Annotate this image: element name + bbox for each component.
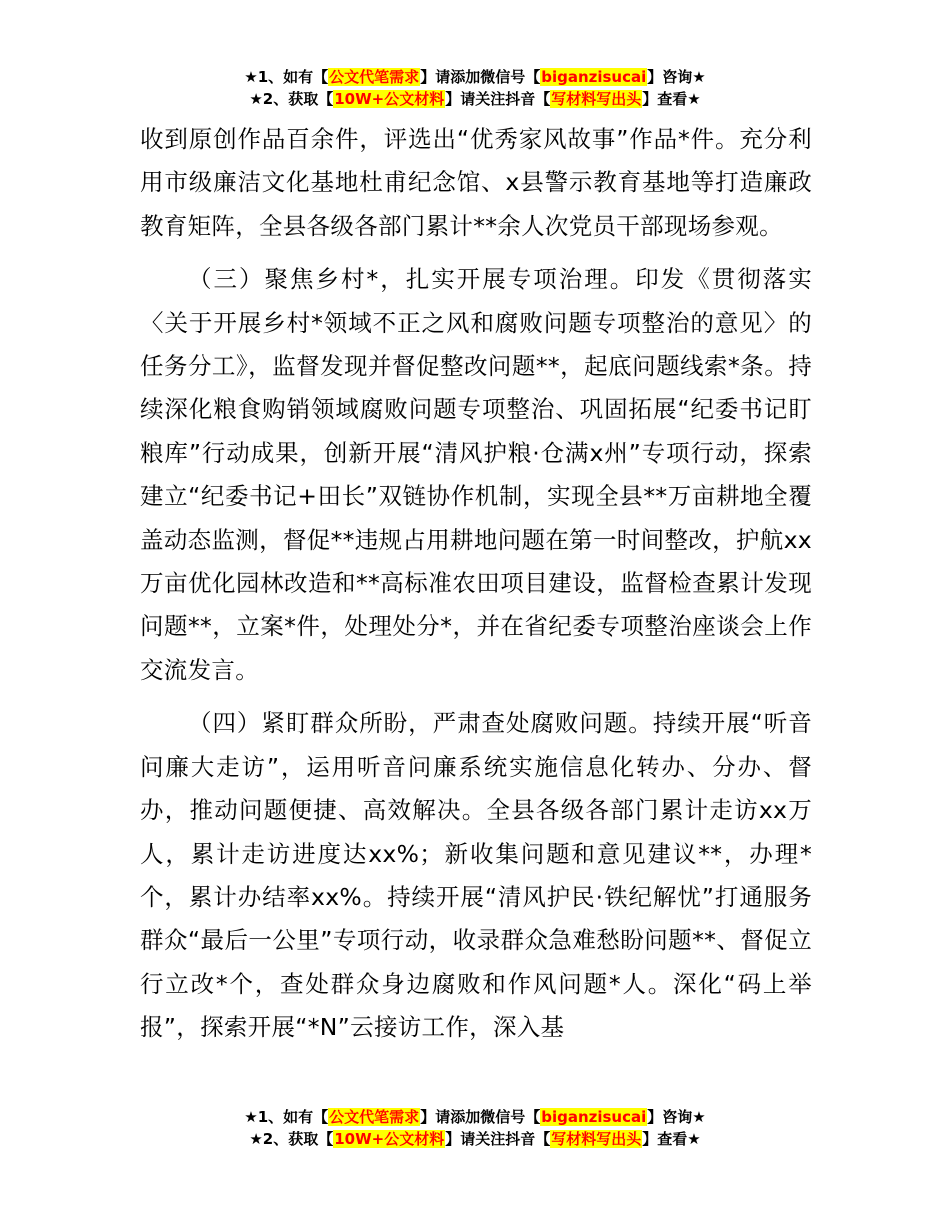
footer-line-1-suffix: 】咨询★ — [647, 1108, 706, 1126]
footer-line-1-middle: 】请添加微信号【 — [420, 1108, 541, 1126]
header-line-2-highlight-materials: 10W+公文材料 — [334, 90, 445, 108]
footer-banner — [0, 1106, 950, 1150]
footer-line-2-prefix: ★2、获取【 — [249, 1130, 334, 1148]
header-line-1-middle: 】请添加微信号【 — [420, 68, 541, 86]
paragraph-continuation: 收到原创作品百余件，评选出“优秀家风故事”作品*件。充分利用市级廉洁文化基地杜甫纪念馆、x县警示教育基地等打造廉政教育矩阵，全县各级各部门累计**余人次党员干部现场参观。 — [140, 125, 812, 240]
paragraph-section-four: （四）紧盯群众所盼，严肃查处腐败问题。持续开展“听音问廉大走访”，运用听音问廉系统实施信息化转办、分办、督办，推动问题便捷、高效解决。全县各级各部门累计走访xx万人，累计走访进度达xx%；新收集问题和意见建议**，办理*个，累计办结率xx%。持续开展“清风护民·铁纪解忧”打通服务群众“最后一公里”专项行动，收录群众急难愁盼问题**、督促立行立改*个，查处群众身边腐败和作风问题*人。深化“码上举报”，探索开展“*N”云接访工作，深入基 — [140, 709, 812, 1042]
footer-line-2 — [0, 1128, 950, 1150]
header-line-2 — [0, 88, 950, 110]
header-line-1-suffix: 】咨询★ — [647, 68, 706, 86]
document-body — [140, 118, 812, 1050]
footer-line-2-highlight-douyin: 写材料写出头 — [551, 1130, 642, 1148]
header-line-2-suffix: 】查看★ — [642, 90, 701, 108]
footer-line-1 — [0, 1106, 950, 1128]
footer-line-2-highlight-materials: 10W+公文材料 — [334, 1130, 445, 1148]
footer-line-1-highlight-service: 公文代笔需求 — [329, 1108, 420, 1126]
header-banner — [0, 66, 950, 110]
header-line-1-highlight-service: 公文代笔需求 — [329, 68, 420, 86]
header-line-1 — [0, 66, 950, 88]
header-line-2-prefix: ★2、获取【 — [249, 90, 334, 108]
footer-line-1-prefix: ★1、如有【 — [244, 1108, 329, 1126]
header-line-2-middle: 】请关注抖音【 — [445, 90, 551, 108]
footer-line-2-suffix: 】查看★ — [642, 1130, 701, 1148]
header-line-2-highlight-douyin: 写材料写出头 — [551, 90, 642, 108]
header-line-1-prefix: ★1、如有【 — [244, 68, 329, 86]
footer-line-2-middle: 】请关注抖音【 — [445, 1130, 551, 1148]
footer-line-1-highlight-wechat: biganzisucai — [541, 1108, 647, 1126]
paragraph-section-three: （三）聚焦乡村*，扎实开展专项治理。印发《贯彻落实〈关于开展乡村*领域不正之风和腐败问题专项整治的意见〉的任务分工》，监督发现并督促整改问题**，起底问题线索*条。持续深化粮食购销领域腐败问题专项整治、巩固拓展“纪委书记盯粮库”行动成果，创新开展“清风护粮·仓满x州”专项行动，探索建立“纪委书记+田长”双链协作机制，实现全县**万亩耕地全覆盖动态监测，督促**违规占用耕地问题在第一时间整改，护航xx万亩优化园林改造和**高标准农田项目建设，监督检查累计发现问题**，立案*件，处理处分*，并在省纪委专项整治座谈会上作交流发言。 — [140, 265, 812, 684]
header-line-1-highlight-wechat: biganzisucai — [541, 68, 647, 86]
